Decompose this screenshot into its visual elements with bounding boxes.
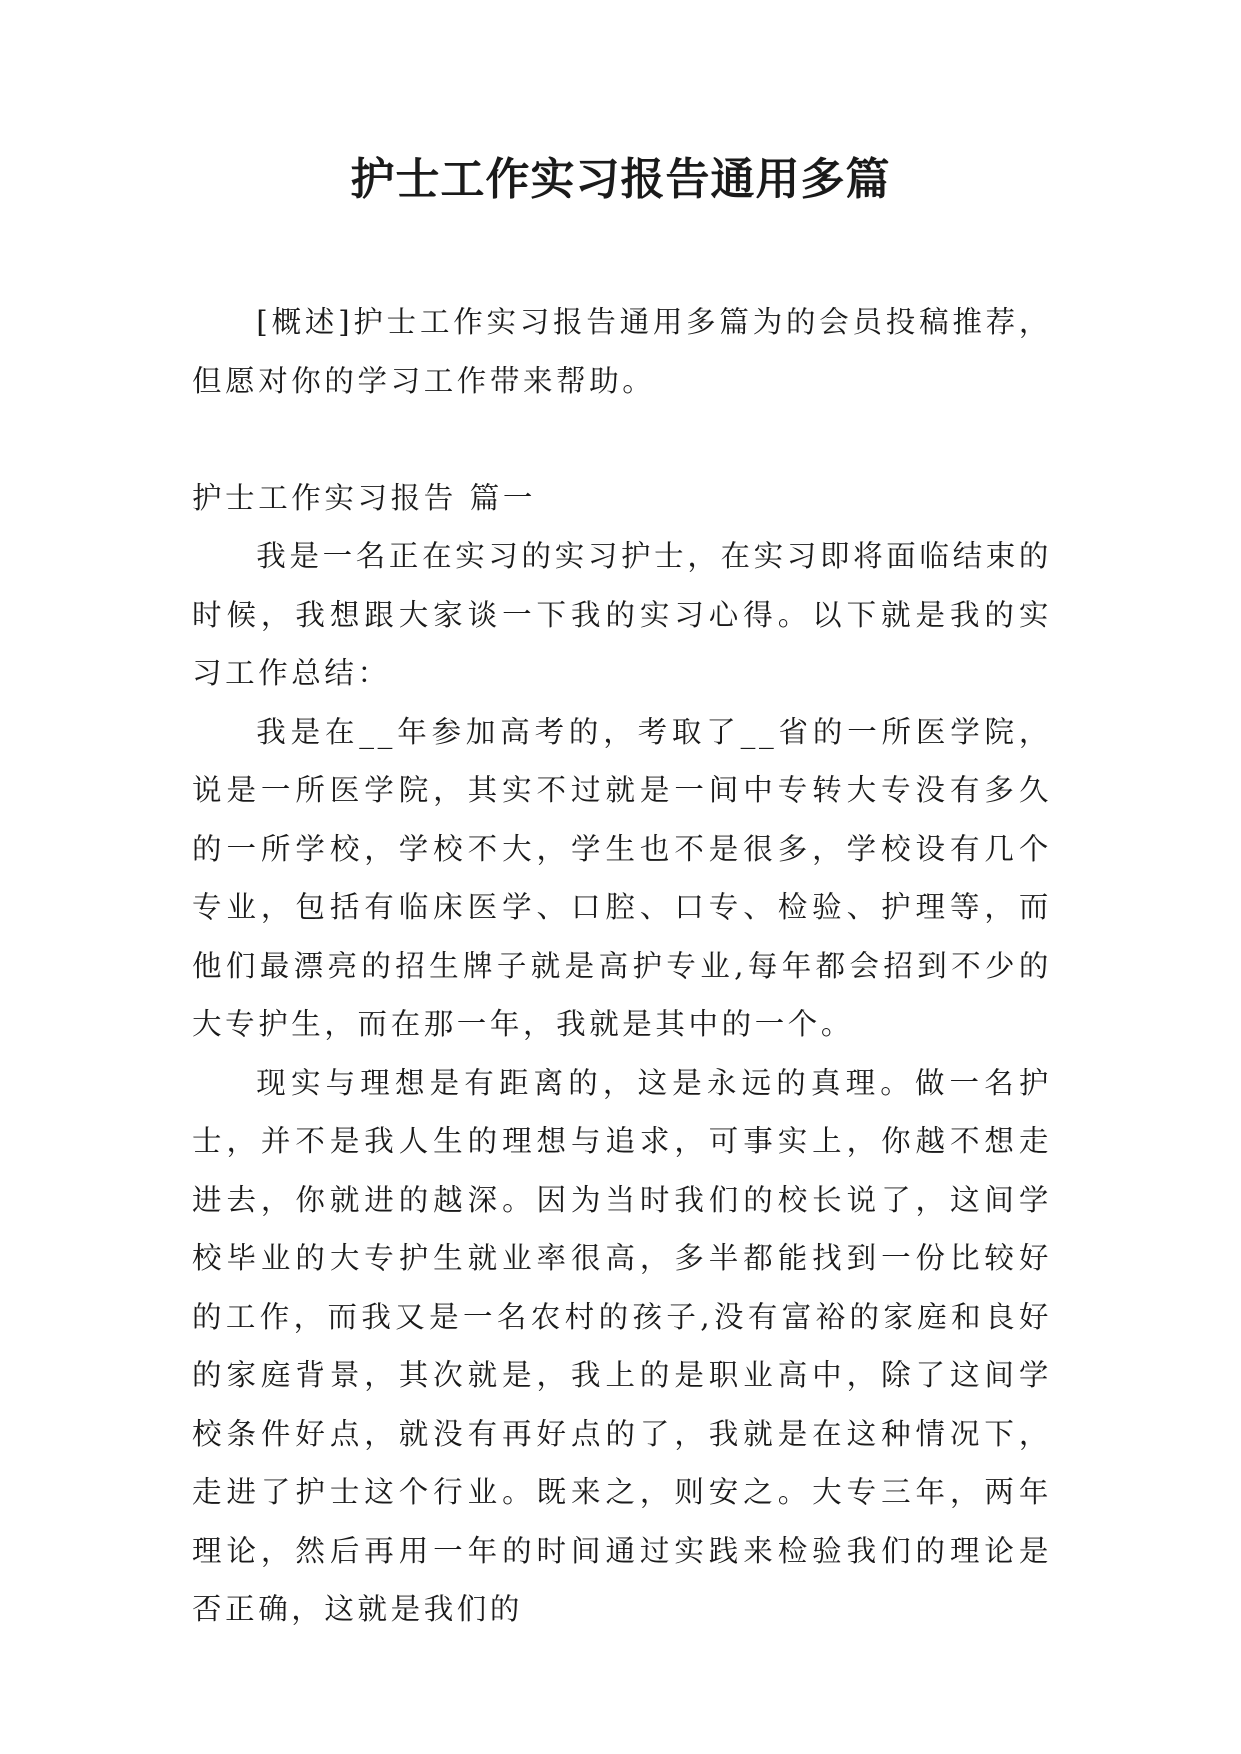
document-title: 护士工作实习报告通用多篇 xyxy=(350,154,891,205)
body-paragraph: 我是在__年参加高考的，考取了__省的一所医学院，说是一所医学院，其实不过就是一间中专转大专没有多久的一所学校，学校不大，学生也不是很多，学校设有几个专业，包括有临床医学、口腔、口专、检验、护理等，而他们最漂亮的招生牌子就是高护专业,每年都会招到不少的大专护生，而在那一年，我就是其中的一个。 xyxy=(192,714,1052,1041)
body-paragraph: 我是一名正在实习的实习护士，在实习即将面临结束的时候，我想跟大家谈一下我的实习心得。以下就是我的实习工作总结： xyxy=(192,539,1052,690)
summary-paragraph: [概述]护士工作实习报告通用多篇为的会员投稿推荐，但愿对你的学习工作带来帮助。 xyxy=(192,305,1052,398)
section-heading: 护士工作实习报告 篇一 xyxy=(192,480,536,515)
document-body xyxy=(192,293,1052,1639)
body-paragraph: 现实与理想是有距离的，这是永远的真理。做一名护士，并不是我人生的理想与追求，可事实上，你越不想走进去，你就进的越深。因为当时我们的校长说了，这间学校毕业的大专护生就业率很高，多半都能找到一份比较好的工作，而我又是一名农村的孩子,没有富裕的家庭和良好的家庭背景，其次就是，我上的是职业高中，除了这间学校条件好点，就没有再好点的了，我就是在这种情况下，走进了护士这个行业。既来之，则安之。大专三年，两年理论，然后再用一年的时间通过实践来检验我们的理论是否正确，这就是我们的 xyxy=(192,1065,1052,1626)
paragraph-spacer xyxy=(192,410,1052,469)
